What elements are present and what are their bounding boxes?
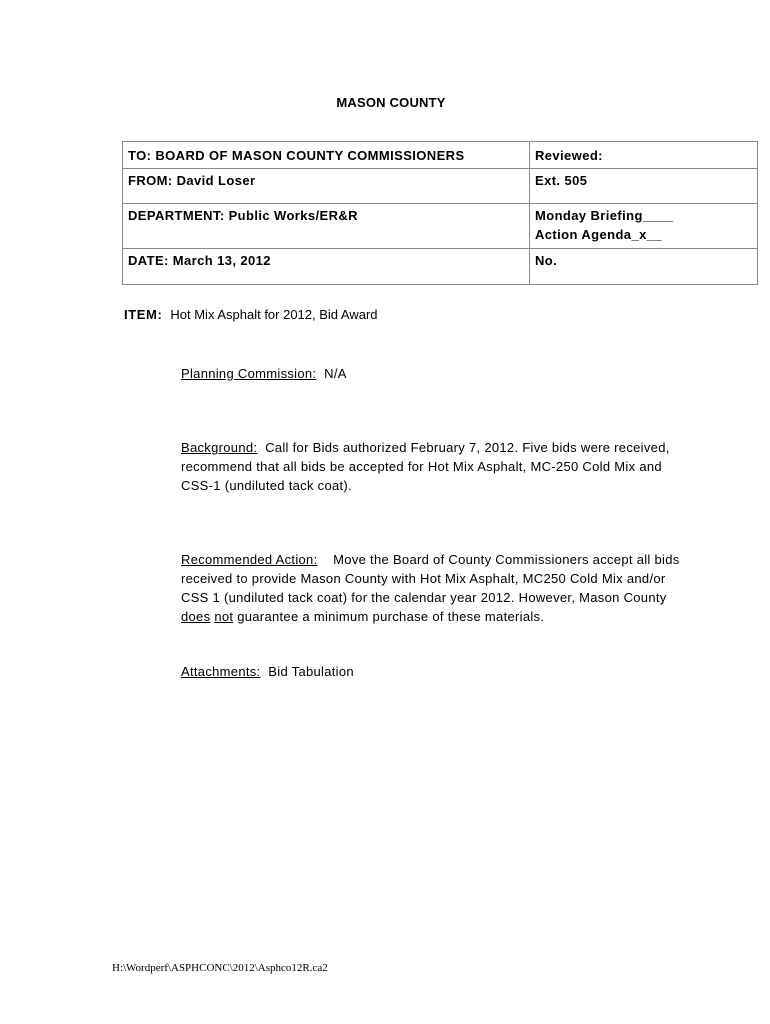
attachments-text: Bid Tabulation [268,664,354,679]
attachments-label: Attachments: [181,664,261,679]
not-word: not [214,609,234,624]
background-text: Call for Bids authorized February 7, 2012. Five bids were received, recommend that all bids be accepted for Hot Mix Asphalt, MC-250 Cold Mix and CSS-1 (undiluted tack coat). [181,440,670,493]
ext-field: Ext. 505 [535,173,588,188]
planning-commission-section [181,364,681,383]
row-divider [123,248,757,249]
from-field: FROM: David Loser [128,173,256,188]
attachments-section [181,662,681,681]
action-agenda-field: Action Agenda_x__ [535,227,662,242]
department-field: DEPARTMENT: Public Works/ER&R [128,208,358,223]
monday-briefing-field: Monday Briefing____ [535,208,674,223]
item-line [124,307,378,322]
document-title: MASON COUNTY [336,95,446,110]
row-divider [123,168,757,169]
does-word: does [181,609,211,624]
item-label: ITEM: [124,307,163,322]
planning-commission-label: Planning Commission: [181,366,317,381]
recommended-action-text: Move the Board of County Commissioners accept all bids received to provide Mason County with Hot Mix Asphalt, MC250 Cold Mix and/or CSS 1 (undiluted tack coat) for the calendar year 2012. However, Mason County [181,552,680,605]
recommended-action-text-end: guarantee a minimum purchase of these materials. [237,609,545,624]
background-label: Background: [181,440,258,455]
item-text: Hot Mix Asphalt for 2012, Bid Award [170,307,378,322]
reviewed-field: Reviewed: [535,148,603,163]
memo-header-table [122,141,758,285]
file-path-footer: H:\Wordperf\ASPHCONC\2012\Asphco12R.ca2 [112,962,328,974]
number-field: No. [535,253,558,268]
row-divider [123,203,757,204]
background-section [181,438,681,495]
recommended-action-section [181,550,681,626]
column-divider [529,142,530,284]
date-field: DATE: March 13, 2012 [128,253,271,268]
planning-commission-text: N/A [324,366,347,381]
recommended-action-label: Recommended Action: [181,552,318,567]
to-field: TO: BOARD OF MASON COUNTY COMMISSIONERS [128,148,465,163]
